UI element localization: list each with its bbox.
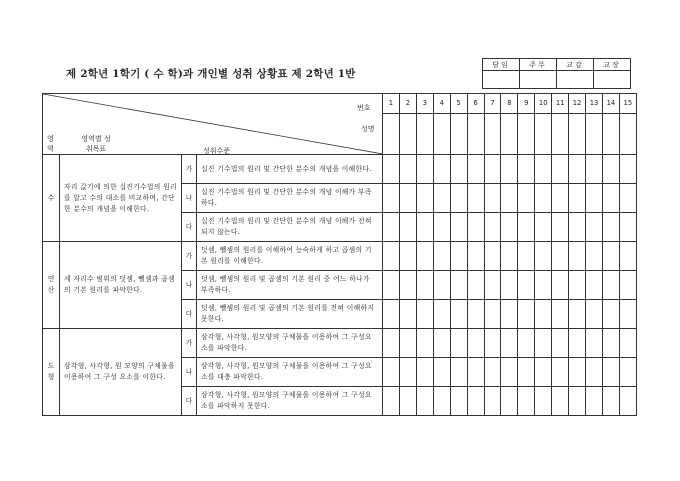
mark-cell[interactable] xyxy=(450,358,467,387)
mark-cell[interactable] xyxy=(518,300,535,329)
mark-cell[interactable] xyxy=(602,271,619,300)
mark-cell[interactable] xyxy=(433,329,450,358)
mark-cell[interactable] xyxy=(399,271,416,300)
mark-cell[interactable] xyxy=(450,184,467,213)
mark-cell[interactable] xyxy=(569,358,586,387)
mark-cell[interactable] xyxy=(602,300,619,329)
level-grade: 다 xyxy=(182,387,197,416)
mark-cell[interactable] xyxy=(552,271,569,300)
mark-cell[interactable] xyxy=(467,358,484,387)
student-name-cell[interactable] xyxy=(433,114,450,155)
approval-header: 교감 xyxy=(557,59,594,71)
mark-cell[interactable] xyxy=(586,271,603,300)
mark-cell[interactable] xyxy=(399,155,416,184)
mark-cell[interactable] xyxy=(383,329,400,358)
student-name-cell[interactable] xyxy=(416,114,433,155)
mark-cell[interactable] xyxy=(586,300,603,329)
mark-cell[interactable] xyxy=(467,242,484,271)
mark-cell[interactable] xyxy=(501,387,518,416)
area-cell xyxy=(43,155,60,242)
level-row xyxy=(43,329,637,358)
mark-cell[interactable] xyxy=(518,242,535,271)
mark-cell[interactable] xyxy=(450,329,467,358)
mark-cell[interactable] xyxy=(467,300,484,329)
level-criterion: 덧셈, 뺄셈의 원리 및 곱셈의 기본 원리 중 어느 하나가 부족하다. xyxy=(197,271,383,300)
level-row xyxy=(43,155,637,184)
mark-cell[interactable] xyxy=(602,213,619,242)
student-name-cell[interactable] xyxy=(383,114,400,155)
mark-cell[interactable] xyxy=(399,242,416,271)
student-number: 14 xyxy=(602,94,619,114)
goal-label: 영역별 성취목표 xyxy=(81,135,111,153)
level-label: 성취수준 xyxy=(203,147,231,155)
mark-cell[interactable] xyxy=(433,242,450,271)
level-criterion: 십진 기수법의 원리 및 간단한 분수의 개념을 이해한다. xyxy=(197,155,383,184)
mark-cell[interactable] xyxy=(399,329,416,358)
mark-cell[interactable] xyxy=(569,329,586,358)
mark-cell[interactable] xyxy=(383,300,400,329)
mark-cell[interactable] xyxy=(416,358,433,387)
mark-cell[interactable] xyxy=(501,213,518,242)
student-number: 11 xyxy=(552,94,569,114)
student-name-cell[interactable] xyxy=(619,114,636,155)
mark-cell[interactable] xyxy=(535,387,552,416)
goal-cell: 삼각형, 사각형, 원 모양의 구체물을 이용하여 그 구성 요소를 이한다. xyxy=(60,329,182,416)
number-label: 번호 xyxy=(357,104,371,112)
level-criterion: 십진 기수법의 원리 및 간단한 분수의 개념 이해가 부족하다. xyxy=(197,184,383,213)
mark-cell[interactable] xyxy=(433,213,450,242)
mark-cell[interactable] xyxy=(383,358,400,387)
mark-cell[interactable] xyxy=(602,358,619,387)
mark-cell[interactable] xyxy=(383,242,400,271)
mark-cell[interactable] xyxy=(619,213,636,242)
mark-cell[interactable] xyxy=(416,300,433,329)
mark-cell[interactable] xyxy=(569,213,586,242)
signature-cell[interactable] xyxy=(483,71,520,89)
student-name-cell[interactable] xyxy=(586,114,603,155)
mark-cell[interactable] xyxy=(518,213,535,242)
mark-cell[interactable] xyxy=(416,387,433,416)
mark-cell[interactable] xyxy=(586,358,603,387)
mark-cell[interactable] xyxy=(518,387,535,416)
level-criterion: 덧셈, 뺄셈의 원리를 이해하여 능숙하게 하고 곱셈의 기본 원리를 이해한다. xyxy=(197,242,383,271)
mark-cell[interactable] xyxy=(569,387,586,416)
mark-cell[interactable] xyxy=(433,271,450,300)
mark-cell[interactable] xyxy=(450,271,467,300)
mark-cell[interactable] xyxy=(484,329,501,358)
mark-cell[interactable] xyxy=(399,387,416,416)
mark-cell[interactable] xyxy=(602,242,619,271)
student-name-cell[interactable] xyxy=(602,114,619,155)
mark-cell[interactable] xyxy=(586,155,603,184)
mark-cell[interactable] xyxy=(552,242,569,271)
level-criterion: 삼각형, 사각형, 원모양의 구체물을 이용하여 그 구성요소를 파악하지 못한다. xyxy=(197,387,383,416)
mark-cell[interactable] xyxy=(535,155,552,184)
approval-header: 주무 xyxy=(520,59,557,71)
mark-cell[interactable] xyxy=(586,213,603,242)
mark-cell[interactable] xyxy=(467,184,484,213)
student-name-cell[interactable] xyxy=(484,114,501,155)
student-number: 13 xyxy=(586,94,603,114)
mark-cell[interactable] xyxy=(586,184,603,213)
student-name-cell[interactable] xyxy=(569,114,586,155)
mark-cell[interactable] xyxy=(484,358,501,387)
goal-cell: 세 자리수 범위의 덧셈, 뺄셈과 곱셈의 기본 원리를 파악한다. xyxy=(60,242,182,329)
mark-cell[interactable] xyxy=(569,242,586,271)
mark-cell[interactable] xyxy=(399,358,416,387)
mark-cell[interactable] xyxy=(569,155,586,184)
mark-cell[interactable] xyxy=(518,329,535,358)
mark-cell[interactable] xyxy=(535,329,552,358)
mark-cell[interactable] xyxy=(619,387,636,416)
area-name: 도형 xyxy=(47,362,55,381)
mark-cell[interactable] xyxy=(450,300,467,329)
mark-cell[interactable] xyxy=(501,300,518,329)
mark-cell[interactable] xyxy=(552,387,569,416)
level-criterion: 삼각형, 사각형, 원모양의 구체물을 이용하여 그 구성요소를 파악한다. xyxy=(197,329,383,358)
student-number: 5 xyxy=(450,94,467,114)
student-number: 15 xyxy=(619,94,636,114)
mark-cell[interactable] xyxy=(383,271,400,300)
mark-cell[interactable] xyxy=(484,271,501,300)
level-grade: 나 xyxy=(182,358,197,387)
approval-header: 담임 xyxy=(483,59,520,71)
area-cell xyxy=(43,242,60,329)
mark-cell[interactable] xyxy=(484,213,501,242)
level-criterion: 삼각형, 사각형, 원모양의 구체물을 이용하여 그 구성요소를 대충 파악한다. xyxy=(197,358,383,387)
mark-cell[interactable] xyxy=(552,155,569,184)
mark-cell[interactable] xyxy=(450,155,467,184)
student-number: 2 xyxy=(399,94,416,114)
student-name-cell[interactable] xyxy=(467,114,484,155)
mark-cell[interactable] xyxy=(450,242,467,271)
mark-cell[interactable] xyxy=(467,271,484,300)
area-name: 연산 xyxy=(47,275,55,294)
mark-cell[interactable] xyxy=(467,213,484,242)
header-row-numbers xyxy=(43,94,637,114)
area-label: 영역 xyxy=(47,135,54,153)
name-label: 성명 xyxy=(361,125,375,133)
achievement-table xyxy=(42,93,637,416)
mark-cell[interactable] xyxy=(383,184,400,213)
mark-cell[interactable] xyxy=(433,358,450,387)
mark-cell[interactable] xyxy=(399,300,416,329)
mark-cell[interactable] xyxy=(586,242,603,271)
mark-cell[interactable] xyxy=(619,358,636,387)
level-row xyxy=(43,242,637,271)
area-name: 수 xyxy=(47,193,55,202)
level-criterion: 덧셈, 뺄셈의 원리 및 곱셈의 기본 원리를 전혀 이해하지 못한다. xyxy=(197,300,383,329)
mark-cell[interactable] xyxy=(552,358,569,387)
mark-cell[interactable] xyxy=(518,184,535,213)
level-grade: 가 xyxy=(182,329,197,358)
mark-cell[interactable] xyxy=(619,242,636,271)
level-grade: 다 xyxy=(182,213,197,242)
mark-cell[interactable] xyxy=(484,155,501,184)
mark-cell[interactable] xyxy=(619,155,636,184)
mark-cell[interactable] xyxy=(619,329,636,358)
level-grade: 나 xyxy=(182,184,197,213)
mark-cell[interactable] xyxy=(433,300,450,329)
level-grade: 가 xyxy=(182,242,197,271)
student-number: 8 xyxy=(501,94,518,114)
student-name-cell[interactable] xyxy=(501,114,518,155)
mark-cell[interactable] xyxy=(602,329,619,358)
signature-cell[interactable] xyxy=(594,71,631,89)
mark-cell[interactable] xyxy=(467,329,484,358)
mark-cell[interactable] xyxy=(586,387,603,416)
mark-cell[interactable] xyxy=(518,271,535,300)
mark-cell[interactable] xyxy=(484,242,501,271)
level-grade: 가 xyxy=(182,155,197,184)
mark-cell[interactable] xyxy=(552,213,569,242)
level-grade: 다 xyxy=(182,300,197,329)
mark-cell[interactable] xyxy=(535,213,552,242)
student-name-cell[interactable] xyxy=(552,114,569,155)
goal-cell: 자리 값기에 의한 십진기수법의 원리를 알고 수의 대소를 비교하며, 간단한 분수의 개념을 이해한다. xyxy=(60,155,182,242)
mark-cell[interactable] xyxy=(552,300,569,329)
student-number: 10 xyxy=(535,94,552,114)
mark-cell[interactable] xyxy=(501,242,518,271)
mark-cell[interactable] xyxy=(518,155,535,184)
mark-cell[interactable] xyxy=(501,358,518,387)
mark-cell[interactable] xyxy=(433,184,450,213)
mark-cell[interactable] xyxy=(484,300,501,329)
mark-cell[interactable] xyxy=(450,387,467,416)
student-name-cell[interactable] xyxy=(399,114,416,155)
mark-cell[interactable] xyxy=(535,271,552,300)
mark-cell[interactable] xyxy=(619,271,636,300)
mark-cell[interactable] xyxy=(602,155,619,184)
mark-cell[interactable] xyxy=(416,184,433,213)
mark-cell[interactable] xyxy=(484,387,501,416)
mark-cell[interactable] xyxy=(518,358,535,387)
mark-cell[interactable] xyxy=(450,213,467,242)
student-number: 9 xyxy=(518,94,535,114)
mark-cell[interactable] xyxy=(619,300,636,329)
mark-cell[interactable] xyxy=(416,213,433,242)
mark-cell[interactable] xyxy=(619,184,636,213)
mark-cell[interactable] xyxy=(569,184,586,213)
mark-cell[interactable] xyxy=(501,271,518,300)
mark-cell[interactable] xyxy=(399,213,416,242)
student-name-cell[interactable] xyxy=(518,114,535,155)
student-number: 1 xyxy=(383,94,400,114)
mark-cell[interactable] xyxy=(484,184,501,213)
mark-cell[interactable] xyxy=(467,155,484,184)
student-name-cell[interactable] xyxy=(535,114,552,155)
mark-cell[interactable] xyxy=(535,300,552,329)
student-number: 12 xyxy=(569,94,586,114)
mark-cell[interactable] xyxy=(399,184,416,213)
mark-cell[interactable] xyxy=(383,213,400,242)
signature-cell[interactable] xyxy=(520,71,557,89)
mark-cell[interactable] xyxy=(501,329,518,358)
mark-cell[interactable] xyxy=(467,387,484,416)
mark-cell[interactable] xyxy=(569,300,586,329)
mark-cell[interactable] xyxy=(535,242,552,271)
level-criterion: 십진 기수법의 원리 및 간단한 분수의 개념 이해가 전혀 되지 않는다. xyxy=(197,213,383,242)
level-grade: 나 xyxy=(182,271,197,300)
mark-cell[interactable] xyxy=(433,387,450,416)
mark-cell[interactable] xyxy=(535,184,552,213)
mark-cell[interactable] xyxy=(535,358,552,387)
mark-cell[interactable] xyxy=(569,271,586,300)
mark-cell[interactable] xyxy=(552,184,569,213)
approval-header: 교장 xyxy=(594,59,631,71)
mark-cell[interactable] xyxy=(416,329,433,358)
student-number: 3 xyxy=(416,94,433,114)
mark-cell[interactable] xyxy=(602,387,619,416)
mark-cell[interactable] xyxy=(602,184,619,213)
student-number: 4 xyxy=(433,94,450,114)
mark-cell[interactable] xyxy=(586,329,603,358)
diagonal-header-cell xyxy=(43,94,383,155)
student-name-cell[interactable] xyxy=(450,114,467,155)
mark-cell[interactable] xyxy=(416,155,433,184)
mark-cell[interactable] xyxy=(416,242,433,271)
mark-cell[interactable] xyxy=(383,155,400,184)
mark-cell[interactable] xyxy=(552,329,569,358)
mark-cell[interactable] xyxy=(501,184,518,213)
student-number: 7 xyxy=(484,94,501,114)
approval-box xyxy=(482,58,631,89)
area-cell xyxy=(43,329,60,416)
mark-cell[interactable] xyxy=(433,155,450,184)
student-number: 6 xyxy=(467,94,484,114)
page-title: 제 2학년 1학기 ( 수 학)과 개인별 성취 상황표 제 2학년 1반 xyxy=(66,68,356,80)
mark-cell[interactable] xyxy=(501,155,518,184)
mark-cell[interactable] xyxy=(383,387,400,416)
signature-cell[interactable] xyxy=(557,71,594,89)
mark-cell[interactable] xyxy=(416,271,433,300)
